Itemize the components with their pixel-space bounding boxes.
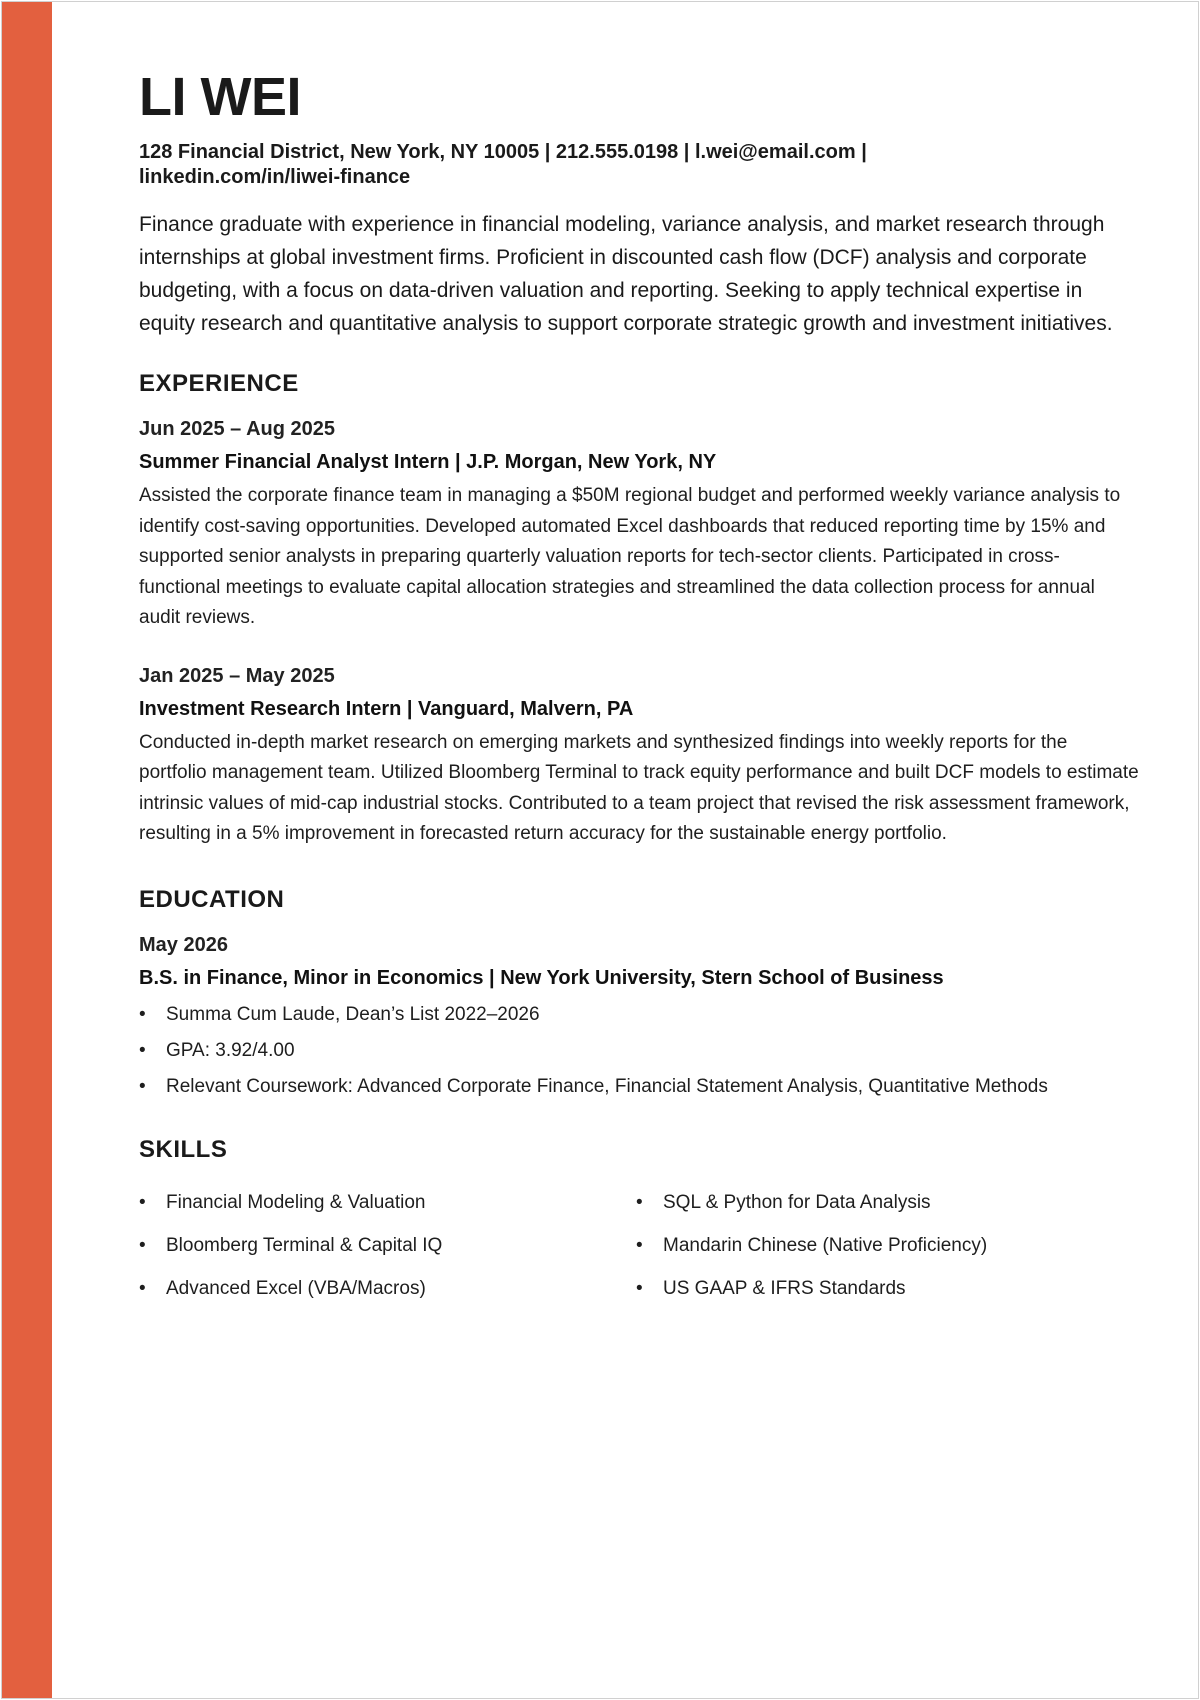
bullet-icon: • — [139, 1277, 146, 1299]
bullet-icon: • — [636, 1277, 643, 1299]
list-item-text: Summa Cum Laude, Dean’s List 2022–2026 — [166, 1003, 540, 1025]
resume-page — [1, 1, 1199, 1699]
skill-item — [636, 1267, 1096, 1310]
graduation-date: May 2026 — [139, 933, 228, 956]
job-title: Investment Research Intern | Vanguard, Malvern, PA — [139, 697, 634, 720]
bullet-icon: • — [139, 1234, 146, 1256]
bullet-icon: • — [139, 1191, 146, 1213]
bullet-icon: • — [636, 1234, 643, 1256]
skill-text: Financial Modeling & Valuation — [166, 1191, 426, 1213]
education-bullets — [139, 997, 1139, 1105]
experience-heading: EXPERIENCE — [139, 370, 299, 397]
bullet-icon: • — [139, 1003, 146, 1025]
skills-heading: SKILLS — [139, 1135, 228, 1163]
education-heading: EDUCATION — [139, 885, 285, 913]
degree-title: B.S. in Finance, Minor in Economics | New York University, Stern School of Business — [139, 966, 944, 989]
education-entry — [139, 933, 1139, 1105]
list-item-text: Relevant Coursework: Advanced Corporate Finance, Financial Statement Analysis, Quantitative Methods — [166, 1075, 1048, 1097]
job-dates: Jan 2025 – May 2025 — [139, 664, 335, 687]
job-title: Summer Financial Analyst Intern | J.P. Morgan, New York, NY — [139, 451, 717, 473]
skill-text: SQL & Python for Data Analysis — [663, 1191, 931, 1213]
bullet-icon: • — [139, 1039, 146, 1061]
skill-item — [139, 1224, 636, 1267]
job-dates: Jun 2025 – Aug 2025 — [139, 418, 336, 440]
list-item — [139, 997, 1139, 1033]
accent-sidebar-bar — [2, 2, 52, 1698]
skill-item — [636, 1181, 1096, 1224]
skill-item — [139, 1181, 636, 1224]
list-item — [139, 1033, 1139, 1069]
professional-summary: Finance graduate with experience in financial modeling, variance analysis, and market research through internships at global investment firms. Proficient in discounted cash flow (DCF) analysis and corporate budgeting, with a focus on data-driven valuation and reporting. Seeking to apply technical expertise in equity research and quantitative analysis to support corporate strategic growth and investment initiatives. — [139, 213, 1113, 335]
job-description: Conducted in-depth market research on emerging markets and synthesized findings into weekly reports for the portfolio management team. Utilized Bloomberg Terminal to track equity performance and built DCF models to estimate intrinsic values of mid-cap industrial stocks. Contributed to a team project that revised the risk assessment framework, resulting in a 5% improvement in forecasted return accuracy for the sustainable energy portfolio. — [139, 731, 1139, 844]
experience-entry-jpmorgan — [139, 417, 1139, 634]
bullet-icon: • — [139, 1075, 146, 1097]
resume-content — [139, 64, 1139, 1310]
list-item — [139, 1069, 1139, 1105]
candidate-name: LI WEI — [139, 67, 301, 127]
skill-item — [139, 1267, 636, 1310]
skills-list — [139, 1181, 1139, 1310]
skill-text: Mandarin Chinese (Native Proficiency) — [663, 1234, 988, 1256]
experience-entry-vanguard — [139, 664, 1139, 850]
job-description: Assisted the corporate finance team in managing a $50M regional budget and performed weekly variance analysis to identify cost-saving opportunities. Developed automated Excel dashboards that reduced reporting time by 15% and supported senior analysts in preparing quarterly valuation reports for tech-sector clients. Participated in cross-functional meetings to evaluate capital allocation strategies and streamlined the data collection process for annual audit reviews. — [139, 485, 1121, 628]
skill-item — [636, 1224, 1096, 1267]
skill-text: US GAAP & IFRS Standards — [663, 1277, 906, 1299]
list-item-text: GPA: 3.92/4.00 — [166, 1039, 295, 1061]
bullet-icon: • — [636, 1191, 643, 1213]
skill-text: Bloomberg Terminal & Capital IQ — [166, 1234, 443, 1256]
skill-text: Advanced Excel (VBA/Macros) — [166, 1277, 426, 1299]
contact-info: 128 Financial District, New York, NY 10005 | 212.555.0198 | l.wei@email.com | linkedin.com/in/liwei-finance — [139, 141, 867, 188]
